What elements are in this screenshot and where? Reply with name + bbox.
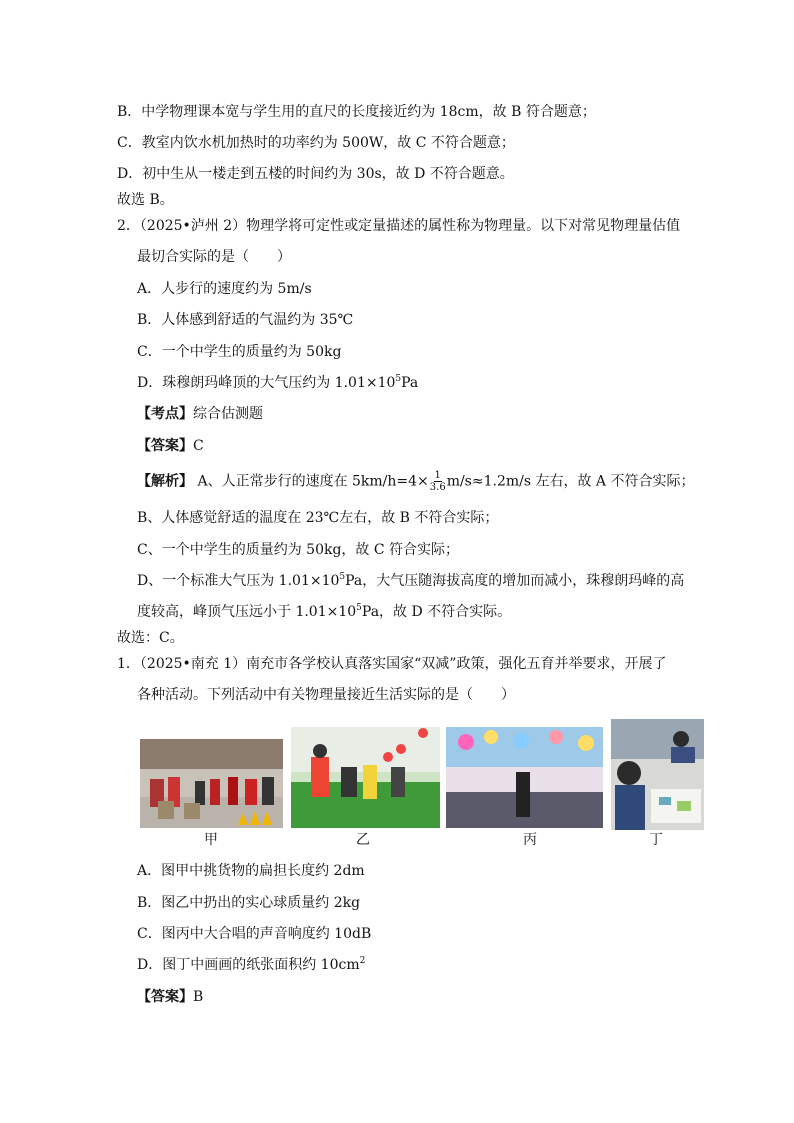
photo-jia bbox=[140, 739, 283, 828]
q1-option-d: D．图丁中画画的纸张面积约 $10cm^2$ bbox=[137, 956, 366, 973]
q1-stem-line1: 1．（2025•南充 1）南充市各学校认真落实国家“双减”政策，强化五育并举要求，开展了 bbox=[117, 656, 667, 672]
q2-kaodian: 【考点】综合估测题 bbox=[137, 406, 263, 422]
q2-jiexi-d-line2: 度较高，峰顶气压远小于 $1.01\times 10^5Pa$，故 D 不符合实际。 bbox=[137, 603, 512, 620]
q2-option-d: D．珠穆朗玛峰顶的大气压约为 $1.01\times 10^5Pa$ bbox=[137, 374, 419, 391]
q1-answer: 【答案】B bbox=[137, 989, 204, 1005]
caption-jia: 甲 bbox=[204, 832, 218, 848]
q2-option-a: A．人步行的速度约为 5m/s bbox=[137, 281, 312, 297]
answer-tag: 【答案】 bbox=[137, 989, 193, 1005]
q2-jiexi-a: 【解析】 A、人正常步行的速度在 5km/h=4× $\frac{1}{3.6}$ m/s≈1.2m/s 左右，故 A 不符合实际； bbox=[137, 470, 695, 493]
q2-jiexi-b: B、人体感觉舒适的温度在 23℃左右，故 B 不符合实际； bbox=[137, 510, 499, 526]
prev-option-b: B．中学物理课本宽与学生用的直尺的长度接近约为 18cm，故 B 符合题意； bbox=[117, 104, 596, 120]
q1-option-a: A．图甲中挑货物的扁担长度约 2dm bbox=[137, 863, 365, 879]
q1-option-c: C．图丙中大合唱的声音响度约 10dB bbox=[137, 926, 372, 942]
q2-option-c: C．一个中学生的质量约为 50kg bbox=[137, 344, 342, 360]
prev-choice: 故选 B。 bbox=[117, 192, 174, 208]
caption-yi: 乙 bbox=[356, 832, 370, 848]
caption-bing: 丙 bbox=[523, 832, 537, 848]
q2-stem-line1: 2．（2025•泸州 2）物理学将可定性或定量描述的属性称为物理量。以下对常见物理量估值 bbox=[117, 218, 681, 234]
kaodian-tag: 【考点】 bbox=[137, 406, 193, 422]
q2-choice: 故选：C。 bbox=[117, 630, 184, 646]
photo-ding bbox=[611, 719, 704, 830]
prev-option-c: C．教室内饮水机加热时的功率约为 500W，故 C 不符合题意； bbox=[117, 135, 515, 151]
fraction: $\frac{1}{3.6}$ bbox=[429, 470, 446, 493]
prev-option-d: D．初中生从一楼走到五楼的时间约为 30s，故 D 不符合题意。 bbox=[117, 166, 514, 182]
q2-option-b: B．人体感到舒适的气温约为 35℃ bbox=[137, 312, 354, 328]
q2-jiexi-d-line1: D、一个标准大气压为 $1.01\times 10^5Pa$，大气压随海拔高度的增加而减小，珠穆朗玛峰的高 bbox=[137, 572, 685, 589]
q2-stem-line2: 最切合实际的是（ ） bbox=[137, 249, 291, 265]
caption-ding: 丁 bbox=[649, 832, 663, 848]
q2-answer: 【答案】C bbox=[137, 438, 204, 454]
photo-yi bbox=[291, 727, 440, 828]
jiexi-tag: 【解析】 bbox=[137, 473, 193, 490]
photo-bing bbox=[446, 727, 603, 828]
answer-tag: 【答案】 bbox=[137, 438, 193, 454]
q1-stem-line2: 各种活动。下列活动中有关物理量接近生活实际的是（ ） bbox=[137, 687, 515, 703]
q2-jiexi-c: C、一个中学生的质量约为 50kg，故 C 符合实际； bbox=[137, 542, 460, 558]
q1-option-b: B．图乙中扔出的实心球质量约 2kg bbox=[137, 895, 361, 911]
